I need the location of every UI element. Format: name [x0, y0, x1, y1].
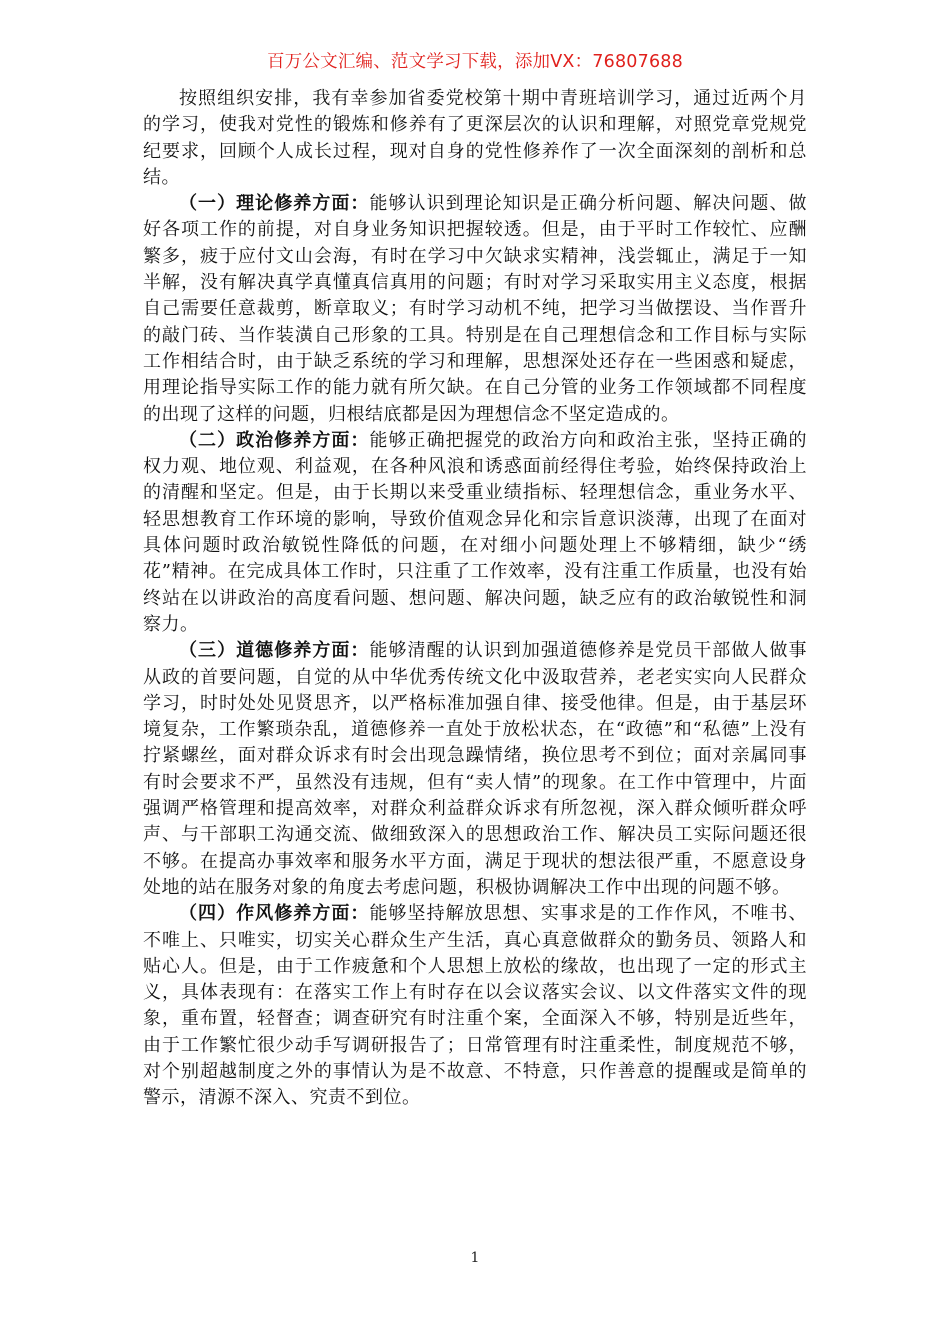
section-heading: （二）政治修养方面：	[179, 429, 370, 451]
section-morality	[143, 638, 807, 901]
page-number: 1	[470, 1250, 480, 1266]
section-conduct	[143, 901, 807, 1111]
section-text: 能够清醒的认识到加强道德修养是党员干部做人做事从政的首要问题，自觉的从中华优秀传统文化中汲取营养，老老实实向人民群众学习，时时处处见贤思齐，以严格标准加强自律、接受他律。但是，由于基层环境复杂，工作繁琐杂乱，道德修养一直处于放松状态，在“政德”和“私德”上没有拧紧螺丝，面对群众诉求有时会出现急躁情绪，换位思考不到位；面对亲属同事有时会要求不严，虽然没有违规，但有“卖人情”的现象。在工作中管理中，片面强调严格管理和提高效率，对群众利益群众诉求有所忽视，深入群众倾听群众呼声、与干部职工沟通交流、做细致深入的思想政治工作、解决员工实际问题还很不够。在提高办事效率和服务水平方面，满足于现状的想法很严重，不愿意设身处地的站在服务对象的角度去考虑问题，积极协调解决工作中出现的问题不够。	[143, 640, 807, 898]
section-text: 能够正确把握党的政治方向和政治主张，坚持正确的权力观、地位观、利益观，在各种风浪和诱惑面前经得住考验，始终保持政治上的清醒和坚定。但是，由于长期以来受重业绩指标、轻理想信念，重业务水平、轻思想教育工作环境的影响，导致价值观念异化和宗旨意识淡薄，出现了在面对具体问题时政治敏锐性降低的问题，在对细小问题处理上不够精细，缺少“绣花”精神。在完成具体工作时，只注重了工作效率，没有注重工作质量，也没有始终站在以讲政治的高度看问题、想问题、解决问题，缺乏应有的政治敏锐性和洞察力。	[143, 429, 807, 635]
section-politics	[143, 428, 807, 638]
section-text: 能够认识到理论知识是正确分析问题、解决问题、做好各项工作的前提，对自身业务知识把握较透。但是，由于平时工作较忙、应酬繁多，疲于应付文山会海，有时在学习中欠缺求实精神，浅尝辄止，满足于一知半解，没有解决真学真懂真信真用的问题；有时对学习采取实用主义态度，根据自己需要任意裁剪，断章取义；有时学习动机不纯，把学习当做摆设、当作晋升的敲门砖、当作装潢自己形象的工具。特别是在自己理想信念和工作目标与实际工作相结合时，由于缺乏系统的学习和理解，思想深处还存在一些困惑和疑虑，用理论指导实际工作的能力就有所欠缺。在自己分管的业务工作领域都不同程度的出现了这样的问题，归根结底都是因为理想信念不坚定造成的。	[143, 193, 807, 425]
intro-paragraph: 按照组织安排，我有幸参加省委党校第十期中青班培训学习，通过近两个月的学习，使我对党性的锻炼和修养有了更深层次的认识和理解，对照党章党规党纪要求，回顾个人成长过程，现对自身的党性修养作了一次全面深刻的剖析和总结。	[143, 88, 807, 188]
section-heading: （三）道德修养方面：	[179, 640, 370, 662]
promo-banner: 百万公文汇编、范文学习下载，添加VX：76807688	[267, 52, 683, 72]
document-body	[143, 86, 807, 1112]
section-text: 能够坚持解放思想、实事求是的工作作风，不唯书、不唯上、只唯实，切实关心群众生产生活，真心真意做群众的勤务员、领路人和贴心人。但是，由于工作疲惫和个人思想上放松的缘故，也出现了一定的形式主义，具体表现有：在落实工作上有时存在以会议落实会议、以文件落实文件的现象，重布置，轻督查；调查研究有时注重个案，全面深入不够，特别是近些年，由于工作繁忙很少动手写调研报告了；日常管理有时注重柔性，制度规范不够，对个别超越制度之外的事情认为是不故意、不特意，只作善意的提醒或是简单的警示，清源不深入、究责不到位。	[143, 903, 807, 1109]
section-theory	[143, 191, 807, 428]
section-heading: （一）理论修养方面：	[179, 193, 370, 215]
section-heading: （四）作风修养方面：	[179, 903, 370, 925]
